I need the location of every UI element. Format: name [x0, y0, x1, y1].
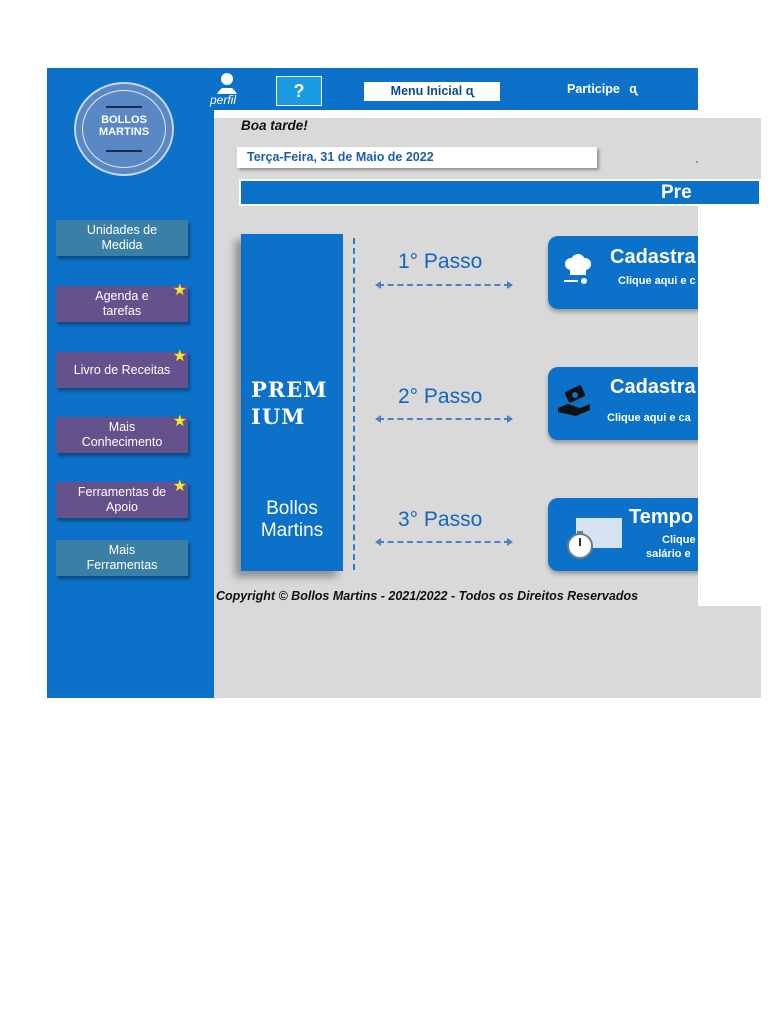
- participe-label: Participe: [567, 82, 620, 96]
- copyright-notice: Copyright © Bollos Martins - 2021/2022 - Todos os Direitos Reservados: [216, 589, 639, 603]
- star-icon: ★: [172, 282, 187, 299]
- step-3-card[interactable]: [548, 498, 708, 571]
- logo-flourish-top: [106, 106, 142, 108]
- premium-title: [251, 376, 341, 430]
- arrow-left-icon: [375, 538, 381, 546]
- pointer-icon: ᶐ: [629, 82, 637, 96]
- premium-brand: [241, 498, 343, 542]
- brand-logo: [74, 82, 174, 176]
- step-2-card[interactable]: [548, 367, 708, 440]
- step-1-subtitle: Clique aqui e c: [618, 275, 696, 287]
- sidebar-item-label: Livro de Receitas: [73, 362, 171, 377]
- step-1-title: Cadastra: [610, 246, 696, 268]
- help-button[interactable]: ?: [276, 76, 322, 106]
- sidebar-item-label: Ferramentas de Apoio: [77, 485, 167, 514]
- sidebar-item-label: Mais Conhecimento: [81, 420, 163, 449]
- premium-brand-line-2: Martins: [260, 520, 324, 541]
- sidebar-item-livro-de-receitas[interactable]: [56, 348, 188, 388]
- participe-link[interactable]: [567, 82, 637, 96]
- star-icon: ★: [172, 348, 187, 365]
- sidebar-item-mais-conhecimento[interactable]: [56, 413, 188, 453]
- step-1-arrow: [378, 284, 510, 286]
- left-divider-strip: [205, 110, 214, 698]
- chef-hat-icon: [560, 252, 596, 288]
- premium-title-line-1: PREM: [251, 377, 328, 402]
- step-3-arrow: [378, 541, 510, 543]
- sidebar-item-agenda-e-tarefas[interactable]: [56, 282, 188, 322]
- arrow-left-icon: [375, 415, 381, 423]
- step-3-subtitle-line-1: Clique: [662, 534, 696, 546]
- stray-mark: ': [696, 160, 698, 171]
- star-icon: ★: [172, 413, 187, 430]
- arrow-right-icon: [507, 415, 513, 423]
- pointer-icon: ᶐ: [465, 84, 474, 98]
- sheet-overflow-cover: [698, 205, 768, 606]
- sidebar-item-label: Agenda e tarefas: [95, 289, 149, 318]
- sidebar-item-ferramentas-de-apoio[interactable]: [56, 478, 188, 518]
- stopwatch-icon: [558, 512, 624, 560]
- home-menu-label: Menu Inicial: [390, 84, 463, 98]
- step-2-subtitle: Clique aqui e ca: [607, 412, 691, 424]
- premium-brand-line-1: Bollos: [266, 498, 318, 519]
- step-1-label: 1° Passo: [398, 250, 483, 273]
- step-2-title: Cadastra: [610, 376, 696, 398]
- sidebar-item-label: Unidades de Medida: [86, 223, 158, 252]
- arrow-right-icon: [507, 281, 513, 289]
- star-icon: ★: [172, 478, 187, 495]
- logo-text: [76, 114, 172, 138]
- step-3-label: 3° Passo: [398, 508, 483, 531]
- step-3-subtitle-line-2: salário e: [646, 548, 691, 560]
- step-2-arrow: [378, 418, 510, 420]
- section-banner: Pre: [239, 179, 761, 206]
- premium-title-line-2: IUM: [251, 404, 306, 429]
- sidebar-item-mais-ferramentas[interactable]: [56, 540, 188, 576]
- greeting: Boa tarde!: [241, 118, 308, 133]
- step-1-card[interactable]: [548, 236, 708, 309]
- logo-flourish-bottom: [106, 150, 142, 152]
- profile-label: perfil: [210, 93, 237, 107]
- step-2-label: 2° Passo: [398, 385, 483, 408]
- step-3-title: Tempo: [629, 506, 694, 528]
- home-menu-button[interactable]: [364, 82, 500, 101]
- current-date: Terça-Feira, 31 de Maio de 2022: [237, 147, 597, 168]
- premium-panel: [241, 234, 343, 571]
- sidebar-item-label: Mais Ferramentas: [86, 543, 158, 572]
- logo-line-1: BOLLOS: [101, 114, 147, 126]
- dashed-divider: [353, 238, 355, 570]
- arrow-left-icon: [375, 281, 381, 289]
- user-icon: [216, 72, 238, 94]
- sidebar-item-unidades-de-medida[interactable]: [56, 220, 188, 256]
- logo-line-2: MARTINS: [98, 126, 150, 138]
- arrow-right-icon: [507, 538, 513, 546]
- profile-button[interactable]: [208, 72, 246, 108]
- money-hand-icon: [556, 384, 592, 420]
